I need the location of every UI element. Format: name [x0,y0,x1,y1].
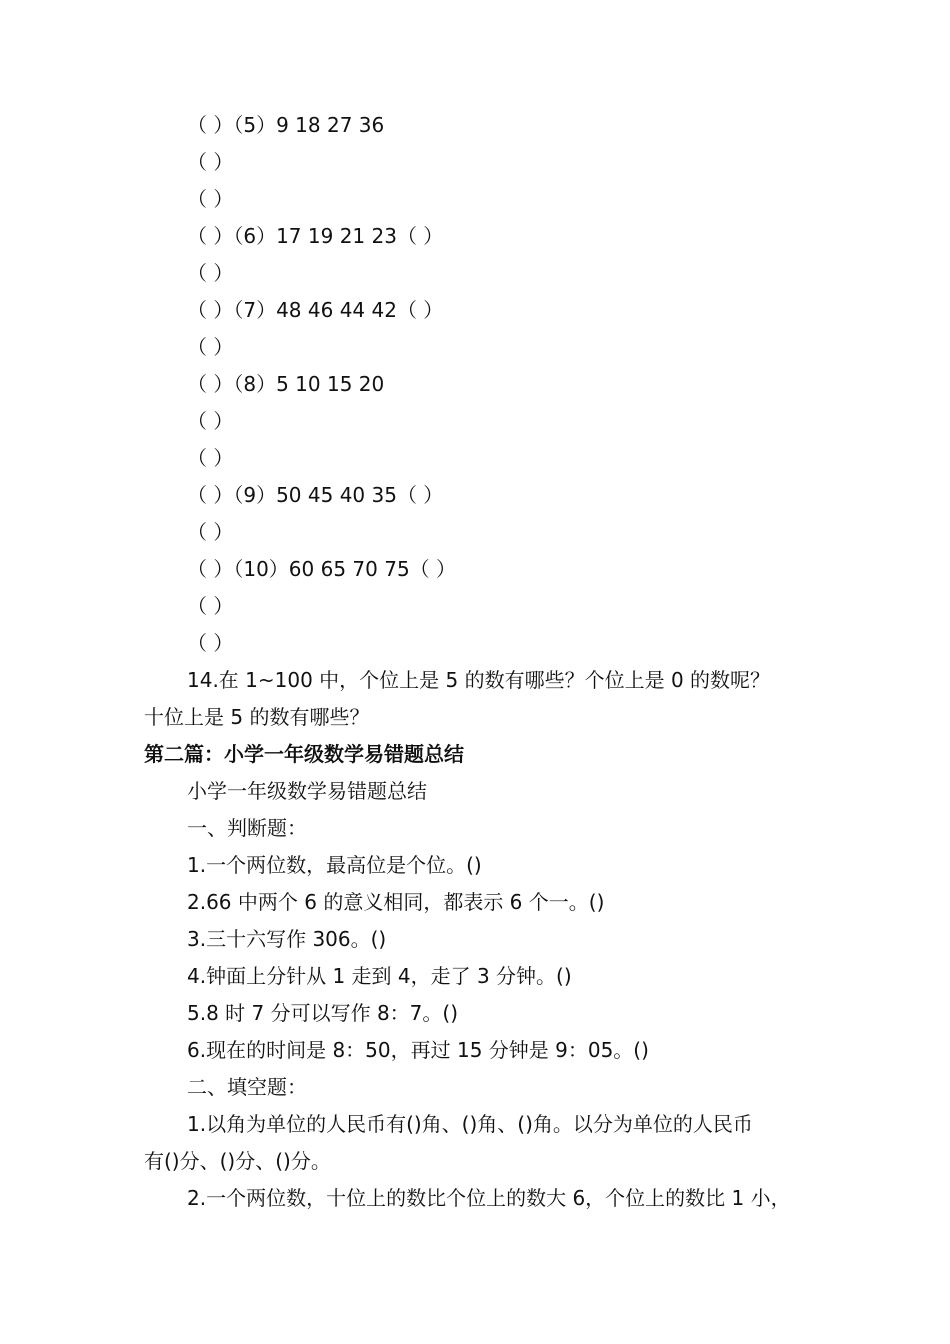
fill-blank-item: 1.以角为单位的人民币有()角、()角、()角。以分为单位的人民币 [187,1112,753,1136]
text-line: （ ） [187,150,234,174]
text-line: （ ）（8）5 10 15 20 [187,372,385,396]
fill-blank-item: 2.一个两位数，十位上的数比个位上的数大 6，个位上的数比 1 小， [187,1186,791,1210]
text-line: （ ）（9）50 45 40 35（ ） [187,483,444,507]
text-line: （ ） [187,409,234,433]
judgement-item: 4.钟面上分针从 1 走到 4，走了 3 分钟。() [187,964,572,988]
judgement-item: 6.现在的时间是 8：50，再过 15 分钟是 9：05。() [187,1038,649,1062]
judgement-item: 3.三十六写作 306。() [187,927,387,951]
text-line: （ ） [187,446,234,470]
text-line: （ ）（5）9 18 27 36 [187,113,385,137]
text-line: （ ） [187,631,234,655]
text-line: （ ） [187,594,234,618]
text-line: （ ） [187,335,234,359]
fill-blank-item-continued: 有()分、()分、()分。 [144,1149,331,1173]
text-line: （ ） [187,187,234,211]
text-line: （ ）（7）48 46 44 42（ ） [187,298,444,322]
section-heading: 第二篇：小学一年级数学易错题总结 [144,742,464,766]
question-14: 14.在 1~100 中，个位上是 5 的数有哪些？个位上是 0 的数呢？ [187,668,771,692]
text-line: （ ）（10）60 65 70 75（ ） [187,557,457,581]
judgement-item: 2.66 中两个 6 的意义相同，都表示 6 个一。() [187,890,605,914]
text-line: （ ）（6）17 19 21 23（ ） [187,224,444,248]
judgement-item: 1.一个两位数，最高位是个位。() [187,853,482,877]
part-heading-fill-blank: 二、填空题： [187,1075,307,1099]
question-14-continued: 十位上是 5 的数有哪些？ [144,705,370,729]
text-line: （ ） [187,261,234,285]
part-heading-judgement: 一、判断题： [187,816,307,840]
judgement-item: 5.8 时 7 分可以写作 8：7。() [187,1001,459,1025]
section-subtitle: 小学一年级数学易错题总结 [187,779,427,803]
text-line: （ ） [187,520,234,544]
